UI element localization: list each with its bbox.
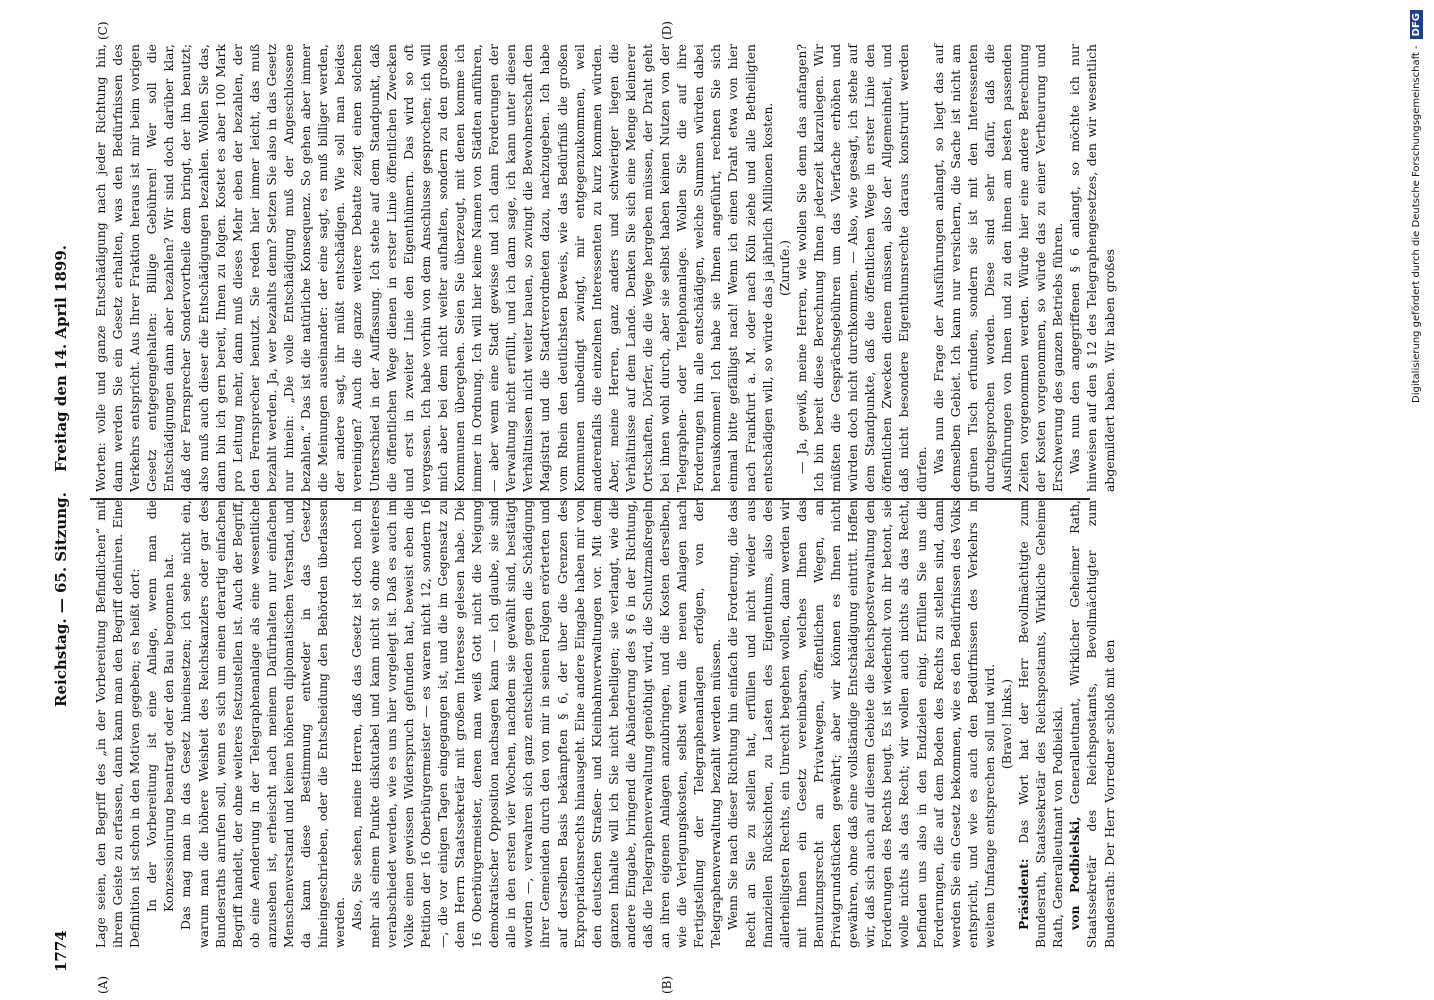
paragraph: Also, Sie sehen, meine Herren, daß das Gesetz ist doch noch in mehr als einem Punkte diskutabel und kann nicht so ohne weiteres verabschiedet werden, wie es uns hier vorgelegt ist. Daß es auch im Volke einen gewissen Widerspruch gefunden hat, beweist eben die Petition der 16 Oberbürgermeister — es waren nicht 12, sondern 16 —, die vor einigen Tagen eingegangen ist, und die im Gegensatz zu dem Herrn Staatssekretär mit großem Interesse gelesen habe. Die 16 Oberbürgermeister, denen man weiß Gott nicht die Neigung demokratischer Opposition nachsagen kann — ich glaube, sie sind alle in den ersten vier Wochen, nachdem sie gewählt sind, bestätigt worden —, verwahren sich ganz entschieden gegen die Schädigung ihrer Gemeinden durch den von mir in seinen Folgen erörterten und auf derselben Basis bekämpften § 6, der über die Grenzen des Expropriationsrechts hinausgeht. Eine andere Eingabe haben mir von den deutschen Straßen- und Kleinbahnverwaltungen vor. Mit dem ganzen Inhalte will ich Sie nicht behelligen; sie verlangt, wie die andere Eingabe, bringend die Abänderung des § 6 in der Richtung, daß die Telegraphenverwaltung genöthigt wird, die Schutzmaßregeln an ihren eigenen Anlagen anzubringen, und die Kosten derselben, wie die Verlegungskosten, selbst wenn die neuen Anlagen nach Fertigstellung der Telegraphenanlagen erfolgen, von der Telegraphenverwaltung bezahlt werden müssen. (349, 500, 724, 948)
interjection: (Zurufe.) (776, 239, 792, 297)
paragraph: Wenn Sie nach dieser Richtung hin einfach die Forderung, die das Recht an Sie zu stellen hat, erfüllen und nicht wieder aus finanziellen Rücksichten, zu Lasten des Eigenthums, also des allerheiligsten Rechts, ein Unrecht begehen wollen, dann werden wir mit Ihnen ein Gesetz vereinbaren, welches Ihnen das Benutzungsrecht an Privatwegen, öffentlichen Wegen, an Privatgrundstücken gewährt; aber wir können es Ihnen nicht gewähren, ohne daß eine vollständige Entschädigung eintritt. Hoffen wir, daß sich auch auf diesem Gebiete die Reichspostverwaltung den Forderungen des Rechts beugt. Es ist wiederholt von ihr betont, sie wolle nichts als das Recht; wir wollen auch nichts als das Recht, befinden uns also in den Endzielen einig. Erfüllen Sie uns die Forderungen, die auf dem Boden des Rechts zu stellen sind, dann werden Sie ein Gesetz bekommen, wie es den Bedürfnissen des Volks entspricht, und wie es auch den Bedürfnissen des Verkehrs in weitem Umfange entsprechen soll und wird. (725, 500, 997, 948)
quoted-passage: In der Vorbereitung ist eine Anlage, wenn man die Konzessionirung beantragt oder den Bau begonnen hat. (144, 500, 177, 912)
session-date: Freitag den 14. April 1899. (52, 245, 70, 472)
speaker-text: Generalleutnant, Wirklicher Geheimer Rath, Staatssekretär des Reichspostamts, Bevollmächtigter zum Bundesrath: Der Herr Vorredner schloß mit den (1067, 500, 1117, 948)
dfg-logo: DFG (1410, 10, 1423, 39)
session-title: Reichstag. — 65. Sitzung. (52, 492, 70, 707)
paragraph: Lage seien, den Begriff des „in der Vorbereitung Befindlichen“ mit ihrem Geiste zu erfassen, dann kann man den Begriff definiren. Eine Definition ist schon in den Motiven gegeben; es heißt dort: (93, 500, 143, 948)
paragraph (1015, 500, 1066, 948)
paragraph: Was nun den angegriffenen § 6 anlangt, so möchte ich nur hinweisen auf den § 12 des Telegraphengesetzes, den wir wesentlich abgemildert haben. Wir haben großes (1067, 44, 1117, 492)
paragraph (1066, 500, 1117, 948)
speaker-name: von Podbielski, (1067, 816, 1083, 930)
paragraph: Was nun die Frage der Ausführungen anlangt, so liegt das auf demselben Gebiet. Ich kann nur versichern, die Sache ist nicht am grünen Tisch erfunden, sondern sie ist mit den Interessenten durchgesprochen worden. Diese sind sehr dafür, daß die Ausführungen von Ihnen und zu den ihnen am besten passenden Zeiten vorgenommen werden. Würde hier eine andere Berechnung der Kosten vorgenommen, so würde das zu einer Vertheurung und Erschwerung des ganzen Betriebs führen. (930, 44, 1066, 492)
speaker-name: Präsident: (1016, 858, 1032, 930)
digitization-credit (1405, 10, 1429, 995)
speaker-text: Das Wort hat der Herr Bevollmächtigte zum Bundesrath, Staatssekretär des Reichspostamts, Wirkliche Geheime Rath, Generalleutnant von Podbielski. (1016, 500, 1066, 948)
margin-letter-a: (A) (96, 975, 110, 994)
page-header (52, 4, 78, 972)
paragraph: Das mag man in das Gesetz hineinsetzen; ich sehe nicht ein, warum man die höhere Weisheit des Reichskanzlers oder gar des Bundesraths anrufen soll, wenn es sich um einen derartig einfachen Begriff handelt, der ohne weiteres festzustellen ist. Auch der Begriff, ob eine Aenderung in der Telegraphenanlage als eine wesentliche anzusehen ist, erheischt nach meinem Dafürhalten nur einfachen Menschenverstand und keinen höheren diplomatischen Verstand, und da kann diese Bestimmung entweder in das Gesetz hineingeschrieben, oder die Entscheidung den Behörden überlassen werden. (178, 500, 348, 948)
paragraph: Worten: volle und ganze Entschädigung nach jeder Richtung hin, dann werden Sie ein Gesetz erhalten, was den Bedürfnissen des Verkehrs entspricht. Aus Ihrer Fraktion heraus ist mir beim vorigen Gesetz entgegengehalten: Billige Gebühren! Wer soll die Entschädigungen dann aber bezahlen? Wir sind doch darüber klar, daß der Fernsprecher Sondervortheile dem bringt, der ihn benutzt; also muß auch dieser die Entschädigungen bezahlen. Wollen Sie das, dann bin ich gern bereit, Ihnen zu folgen. Kostet es aber 100 Mark pro Leitung mehr, dann muß dieses Mehr eben der bezahlen, der den Fernsprecher benutzt. Sie reden hier immer leicht, das muß bezahlt werden. Ja, wer bezahlts denn? Setzen Sie also in das Gesetz nur hinein: „Die volle Entschädigung muß der Angeschlossene bezahlen.“ Das ist die natürliche Konsequenz. So gehen aber immer die Meinungen auseinander: der eine sagt, es muß billiger werden, der andere sagt, ihr müßt entschädigen. Wie soll man beides vereinigen? Auch die ganze weitere Debatte zeigt einen solchen Unterschied in der Auffassung. Ich stehe auf dem Standpunkt, daß die öffentlichen Wege dienen in erster Linie öffentlichen Zwecken und erst in zweiter Linie den Eigenthümern. Das wird so oft vergessen. Ich habe vorhin von dem Anschlusse gesprochen; ich will mich aber bei dem nicht weiter aufhalten, sondern zu den großen Kommunen übergehen. Seien Sie überzeugt, mit denen komme ich immer in Ordnung. Ich will hier keine Namen von Städten anführen, — aber wenn eine Stadt gewisse und ich dann Forderungen der Verwaltung nicht erfüllt, und ich dann sage, ich kann unter diesen Verhältnissen nicht weiter bauen, so zwingt die Bewohnerschaft den Magistrat und die Stadtverordneten dazu, nachzugeben. Ich habe vom Rhein den deutlichsten Beweis, wie das Bedürfniß die großen Kommunen unbedingt zwingt, mir entgegenzukommen, weil anderenfalls die einzelnen Interessenten zu kurz kommen würden. Aber, meine Herren, ganz anders und schwieriger liegen die Verhältnisse auf dem Lande. Denken Sie sich eine Menge kleinerer Ortschaften, Dörfer, die die Wege hergeben müssen, der Draht geht bei ihnen wohl durch, aber sie selbst haben keinen Nutzen von der Telegraphen- oder Telephonanlage. Wollen Sie die auf ihre Forderungen hin alle entschädigen, welche Summen würden dabei herauskommen! Ich habe sie Ihnen angeführt, rechnen Sie sich einmal bitte gefälligst nach! Wenn ich einen Draht etwa von hier nach Frankfurt a. M. oder nach Köln ziehe und alle Betheiligten entschädigen will, so würde das ja jährlich Millionen kosten. (93, 44, 775, 492)
margin-letter-b: (B) (660, 975, 674, 994)
paragraph: — Ja, gewiß, meine Herren, wie wollen Sie denn das anfangen? Ich bin bereit diese Berechnung Ihnen jederzeit klarzulegen. Wir müßten die Gesprächsgebühren um das Vierfache erhöhen und würden doch nicht durchkommen. — Also, wie gesagt, ich stehe auf dem Standpunkte, daß die öffentlichen Wege in erster Linie den öffentlichen Zwecken dienen müssen, also der Allgemeinheit, und daß nicht besondere Eigenthumsrechte daraus konstruirt werden dürfen. (793, 44, 929, 492)
interjection: (Bravo! links.) (998, 678, 1014, 770)
credit-text: Digitalisierung gefördert durch die Deutsche Forschungsgemeinschaft - (1411, 45, 1422, 403)
margin-letter-d: (D) (660, 21, 674, 40)
left-text-column (92, 500, 1117, 948)
right-text-column (92, 44, 1117, 492)
page-number: 1774 (52, 930, 70, 972)
margin-letter-c: (C) (96, 21, 110, 40)
